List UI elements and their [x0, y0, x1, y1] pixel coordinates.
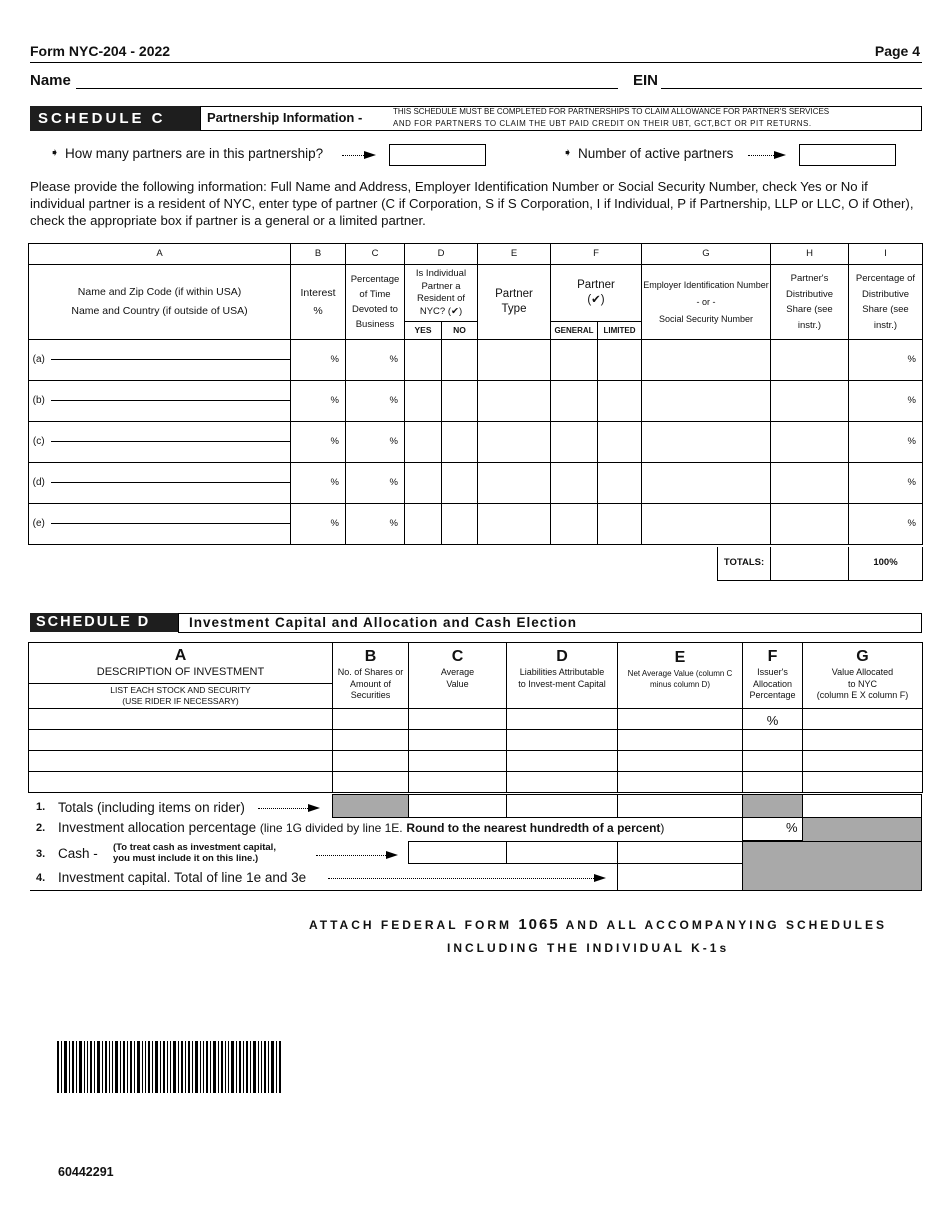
share-pct-cell[interactable]: % — [849, 463, 923, 504]
average-value-cell[interactable] — [409, 751, 507, 772]
average-value-cell[interactable] — [409, 772, 507, 793]
col-header-interest — [291, 265, 346, 340]
schedule-c-tag: SCHEDULE C — [30, 106, 200, 131]
col-g-line1: Employer Identification Number — [643, 279, 769, 290]
partners-table — [28, 243, 923, 545]
col-letter-a: A — [29, 244, 291, 265]
partner-type-cell[interactable] — [478, 340, 551, 381]
interest-cell[interactable]: % — [291, 381, 346, 422]
q-active-partners-label: Number of active partners — [578, 146, 734, 161]
col-letter-d: D — [556, 648, 568, 665]
shares-cell[interactable] — [333, 772, 409, 793]
line2-paren: (line 1G divided by line 1E. — [259, 821, 403, 835]
col-letter-b: B — [291, 244, 346, 265]
line3-liabilities-input[interactable] — [506, 841, 618, 864]
line3-number: 3. — [36, 848, 46, 860]
line3-label: Cash - — [58, 846, 98, 861]
time-cell[interactable]: % — [346, 463, 405, 504]
col-a-line1: DESCRIPTION OF INVESTMENT — [96, 666, 265, 678]
ein-cell[interactable] — [642, 504, 771, 545]
resident-no-cell[interactable] — [442, 381, 478, 422]
shares-cell[interactable] — [333, 709, 409, 730]
resident-no-cell[interactable] — [442, 340, 478, 381]
net-value-cell[interactable] — [618, 730, 743, 751]
resident-yes-cell[interactable] — [405, 340, 442, 381]
attach-form-number: 1065 — [518, 916, 560, 933]
line3-net-value-input[interactable] — [617, 841, 743, 864]
net-value-cell[interactable] — [618, 709, 743, 730]
ein-cell[interactable] — [642, 463, 771, 504]
table-row — [29, 709, 923, 730]
col-letter-h: H — [771, 244, 849, 265]
line2-pct-symbol: % — [786, 820, 798, 835]
table-row — [29, 422, 923, 463]
name-field[interactable] — [76, 72, 618, 89]
page-number: Page 4 — [874, 43, 920, 59]
row-label: (b) — [29, 381, 49, 422]
name-address-cell[interactable] — [49, 463, 291, 504]
line4-net-value-input[interactable] — [617, 863, 743, 891]
col-letter-c: C — [451, 648, 464, 665]
time-cell[interactable]: % — [346, 422, 405, 463]
arrow-icon — [386, 851, 398, 859]
col-header-type: Partner Type — [478, 265, 551, 340]
share-pct-cell[interactable]: % — [849, 422, 923, 463]
table-row — [29, 772, 923, 793]
bullet-icon: ➧ — [50, 147, 60, 159]
bullet-icon: ➧ — [563, 147, 573, 159]
line1-value-allocated-input[interactable] — [802, 794, 922, 818]
schedule-c-instructions: Please provide the following information: Full Name and Address, Employer Identification Number or Social Security Number, check Yes or No if individual partner is a resident of NYC, enter type of partner (C if Corporation, S if S Corporation, I if Individual, P if Partnership, LLP or LLC, O if Other), check the appropriate box if partner is a general or a limited partner. — [30, 179, 914, 228]
col-a-subheader: LIST EACH STOCK AND SECURITY (USE RIDER IF NECESSARY) — [29, 684, 333, 709]
line3-4-shaded-area — [742, 841, 922, 891]
col-header-no: NO — [442, 322, 478, 340]
value-allocated-cell[interactable] — [803, 730, 923, 751]
ein-cell[interactable] — [642, 422, 771, 463]
average-value-cell[interactable] — [409, 709, 507, 730]
general-cell[interactable] — [551, 504, 598, 545]
line1-liabilities-input[interactable] — [506, 794, 618, 818]
col-letter-g: G — [856, 648, 869, 665]
line1-leader — [258, 808, 310, 809]
share-cell[interactable] — [771, 504, 849, 545]
totals-share-input[interactable] — [771, 547, 849, 580]
table-row — [29, 340, 923, 381]
active-partners-input[interactable] — [799, 144, 896, 166]
name-address-cell[interactable] — [49, 422, 291, 463]
col-header-name — [29, 265, 291, 340]
row-label: (a) — [29, 340, 49, 381]
interest-cell[interactable]: % — [291, 504, 346, 545]
line4-label: Investment capital. Total of line 1e and 3e — [58, 870, 307, 885]
partner-type-cell[interactable] — [478, 422, 551, 463]
col-header-liabilities — [507, 643, 618, 709]
liabilities-cell[interactable] — [507, 709, 618, 730]
col-letter-e: E — [674, 649, 686, 666]
resident-yes-cell[interactable] — [405, 463, 442, 504]
line3-average-value-input[interactable] — [408, 841, 507, 864]
value-allocated-cell[interactable] — [803, 751, 923, 772]
line2-label — [58, 820, 664, 835]
limited-cell[interactable] — [598, 422, 642, 463]
col-c-text: Average Value — [440, 667, 475, 689]
arrow-icon — [308, 804, 320, 812]
col-header-limited: LIMITED — [598, 322, 642, 340]
average-value-cell[interactable] — [409, 730, 507, 751]
col-b-text: No. of Shares or Amount of Securities — [337, 667, 404, 700]
allocation-cell[interactable] — [743, 730, 803, 751]
col-a-line2: Name and Country (if outside of USA) — [71, 305, 248, 317]
resident-no-cell[interactable] — [442, 422, 478, 463]
arrow-icon — [594, 874, 606, 882]
allocation-cell[interactable] — [743, 751, 803, 772]
table-row — [29, 751, 923, 772]
col-b-line1: Interest — [300, 287, 336, 299]
line2-text: Investment allocation percentage — [58, 820, 257, 835]
liabilities-cell[interactable] — [507, 772, 618, 793]
interest-cell[interactable]: % — [291, 422, 346, 463]
allocation-cell[interactable] — [743, 772, 803, 793]
share-pct-cell[interactable]: % — [849, 504, 923, 545]
share-cell[interactable] — [771, 463, 849, 504]
col-header-yes: YES — [405, 322, 442, 340]
col-header-share: Partner's Distributive Share (see instr.) — [771, 265, 849, 340]
shares-cell[interactable] — [333, 730, 409, 751]
line1-average-value-input[interactable] — [408, 794, 507, 818]
liabilities-cell[interactable] — [507, 730, 618, 751]
name-address-cell[interactable] — [49, 381, 291, 422]
ein-cell[interactable] — [642, 340, 771, 381]
general-cell[interactable] — [551, 422, 598, 463]
share-cell[interactable] — [771, 381, 849, 422]
col-header-average-value — [409, 643, 507, 709]
line1-net-value-input[interactable] — [617, 794, 743, 818]
col-letter-f: F — [767, 648, 778, 665]
limited-cell[interactable] — [598, 381, 642, 422]
q2-leader — [748, 155, 776, 156]
schedule-d-tag: SCHEDULE D — [30, 613, 178, 632]
row-label: (d) — [29, 463, 49, 504]
attach-line-1 — [309, 916, 887, 933]
col-header-general: GENERAL — [551, 322, 598, 340]
ein-label: EIN — [633, 72, 659, 89]
general-cell[interactable] — [551, 340, 598, 381]
col-letter-d: D — [405, 244, 478, 265]
col-header-time: Percentage of Time Devoted to Business — [346, 265, 405, 340]
value-allocated-cell[interactable] — [803, 772, 923, 793]
share-cell[interactable] — [771, 422, 849, 463]
line3-note-2: you must include it on this line.) — [113, 853, 259, 864]
line3-leader — [316, 855, 388, 856]
barcode-icon — [57, 1041, 283, 1093]
investment-table — [28, 642, 923, 793]
line1-label: Totals (including items on rider) — [58, 800, 245, 815]
col-header-allocation — [743, 643, 803, 709]
col-g-line3: Social Security Number — [658, 313, 754, 324]
interest-cell[interactable]: % — [291, 463, 346, 504]
col-g-line1: Value Allocated — [831, 667, 894, 677]
ein-cell[interactable] — [642, 381, 771, 422]
schedule-d-title: Investment Capital and Allocation and Cash Election — [189, 615, 578, 630]
net-value-cell[interactable] — [618, 772, 743, 793]
time-cell[interactable]: % — [346, 381, 405, 422]
resident-no-cell[interactable] — [442, 463, 478, 504]
general-cell[interactable] — [551, 381, 598, 422]
schedule-c-note-line2: AND FOR PARTNERS TO CLAIM THE UBT PAID CREDIT ON THEIR UBT, GCT,BCT OR PIT RETURNS. — [393, 119, 812, 128]
col-letter-f: F — [551, 244, 642, 265]
limited-cell[interactable] — [598, 463, 642, 504]
ein-field[interactable] — [661, 72, 922, 89]
col-header-net-value — [618, 643, 743, 709]
table-row — [29, 381, 923, 422]
line2-bold: Round to the nearest hundredth of a percent — [406, 821, 661, 835]
line1-number: 1. — [36, 801, 46, 813]
name-address-cell[interactable] — [49, 504, 291, 545]
allocation-cell[interactable]: % — [743, 709, 803, 730]
resident-yes-cell[interactable] — [405, 422, 442, 463]
line3-note-1: (To treat cash as investment capital, — [113, 842, 276, 853]
col-e-text: Net Average Value (column C minus column D) — [627, 669, 733, 689]
attach-line-2: INCLUDING THE INDIVIDUAL K-1s — [447, 941, 730, 955]
col-letter-e: E — [478, 244, 551, 265]
line2-close: ) — [660, 821, 665, 835]
col-header-description — [29, 643, 333, 684]
description-cell[interactable] — [29, 730, 333, 751]
interest-cell[interactable]: % — [291, 340, 346, 381]
col-g-line2: to NYC — [847, 678, 877, 689]
col-letter-b: B — [364, 648, 377, 665]
resident-no-cell[interactable] — [442, 504, 478, 545]
line2-number: 2. — [36, 822, 46, 834]
description-cell[interactable] — [29, 772, 333, 793]
col-f-line2: (✔) — [587, 294, 605, 306]
col-header-resident: Is Individual Partner a Resident of NYC? (✔) — [405, 265, 478, 322]
col-g-line3: (column E X column F) — [816, 690, 909, 700]
totals-row — [717, 547, 923, 581]
description-cell[interactable] — [29, 709, 333, 730]
col-f-text: Issuer's Allocation Percentage — [749, 667, 796, 700]
attach-text-a: ATTACH FEDERAL FORM — [309, 918, 512, 932]
col-header-value-allocated — [803, 643, 923, 709]
col-header-partner — [551, 265, 642, 322]
arrow-icon — [364, 151, 376, 159]
header-rule — [30, 62, 922, 63]
line4-leader — [328, 878, 596, 879]
time-cell[interactable]: % — [346, 504, 405, 545]
q1-leader — [342, 155, 366, 156]
q-partner-count-label: How many partners are in this partnership? — [65, 146, 324, 161]
limited-cell[interactable] — [598, 340, 642, 381]
arrow-icon — [774, 151, 786, 159]
col-g-line2: - or - — [696, 296, 716, 307]
partner-type-cell[interactable] — [478, 381, 551, 422]
limited-cell[interactable] — [598, 504, 642, 545]
partner-type-cell[interactable] — [478, 463, 551, 504]
name-address-cell[interactable] — [49, 340, 291, 381]
col-b-line2: % — [313, 305, 323, 317]
table-row — [29, 730, 923, 751]
form-code: 60442291 — [58, 1165, 114, 1179]
partner-count-input[interactable] — [389, 144, 486, 166]
general-cell[interactable] — [551, 463, 598, 504]
resident-yes-cell[interactable] — [405, 504, 442, 545]
line4-bottom-rule — [30, 890, 618, 891]
shares-cell[interactable] — [333, 751, 409, 772]
totals-label: TOTALS: — [718, 547, 771, 580]
col-letter-g: G — [642, 244, 771, 265]
col-header-share-pct: Percentage of Distributive Share (see instr.) — [849, 265, 923, 340]
form-title: Form NYC-204 - 2022 — [30, 43, 171, 59]
table-row — [29, 504, 923, 545]
share-pct-cell[interactable]: % — [849, 340, 923, 381]
time-cell[interactable]: % — [346, 340, 405, 381]
schedule-c-title: Partnership Information - — [207, 110, 363, 125]
row-label: (e) — [29, 504, 49, 545]
schedule-c-note-line1: THIS SCHEDULE MUST BE COMPLETED FOR PARTNERSHIPS TO CLAIM ALLOWANCE FOR PARTNER'S SERVICES — [393, 107, 830, 116]
line4-number: 4. — [36, 872, 46, 884]
partner-type-cell[interactable] — [478, 504, 551, 545]
col-letter-c: C — [346, 244, 405, 265]
col-d-text: Liabilities Attributable to Invest-ment Capital — [518, 667, 606, 689]
line1-allocation-shaded — [742, 794, 803, 818]
col-header-shares — [333, 643, 409, 709]
line2-3-4-shaded-area — [802, 817, 922, 842]
col-letter-a: A — [174, 647, 187, 664]
resident-yes-cell[interactable] — [405, 381, 442, 422]
col-a-line1: Name and Zip Code (if within USA) — [77, 286, 242, 298]
table-row — [29, 463, 923, 504]
net-value-cell[interactable] — [618, 751, 743, 772]
totals-pct: 100% — [849, 547, 923, 580]
value-allocated-cell[interactable] — [803, 709, 923, 730]
col-f-line1: Partner — [577, 279, 615, 291]
description-cell[interactable] — [29, 751, 333, 772]
col-letter-i: I — [849, 244, 923, 265]
line1-shares-shaded — [332, 794, 409, 818]
name-label: Name — [30, 72, 71, 89]
liabilities-cell[interactable] — [507, 751, 618, 772]
share-cell[interactable] — [771, 340, 849, 381]
share-pct-cell[interactable]: % — [849, 381, 923, 422]
row-label: (c) — [29, 422, 49, 463]
attach-text-b: AND ALL ACCOMPANYING SCHEDULES — [565, 918, 887, 932]
col-header-ein — [642, 265, 771, 340]
